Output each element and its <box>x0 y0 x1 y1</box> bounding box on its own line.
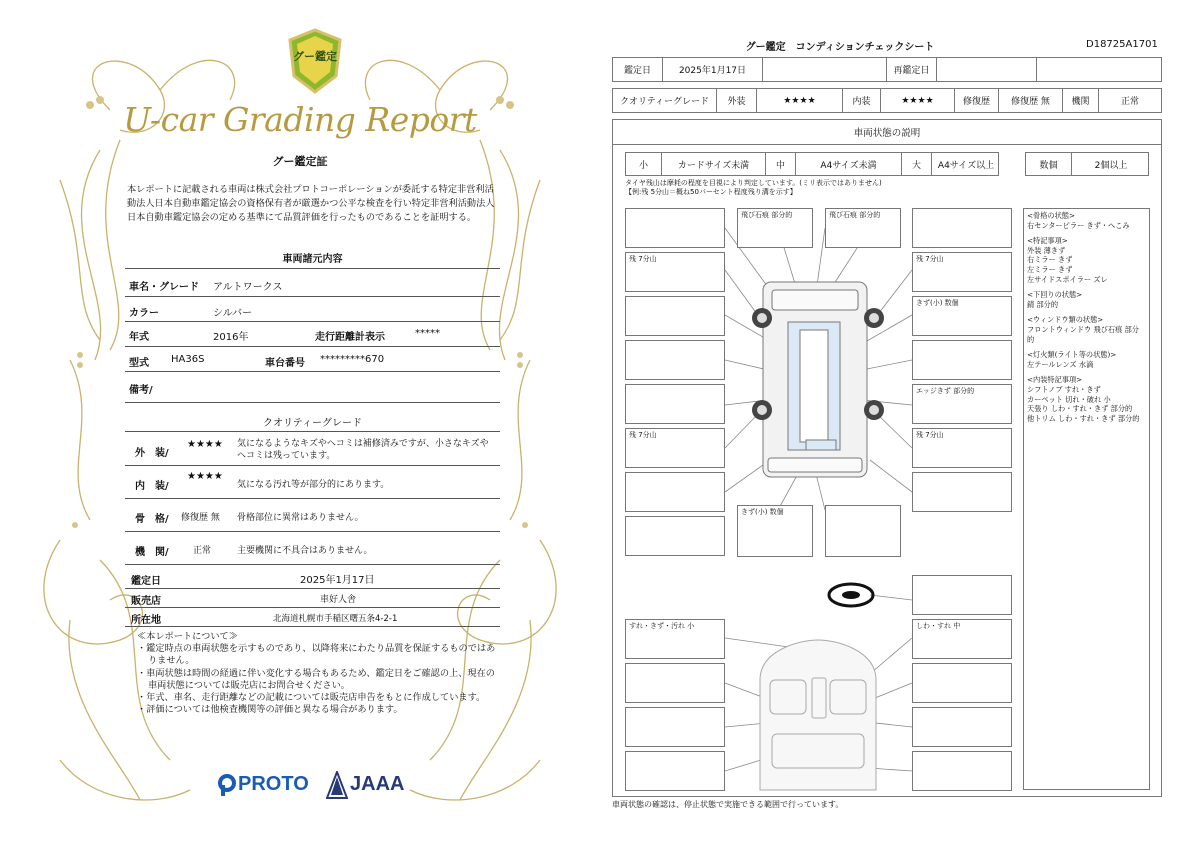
spec-row-remarks <box>125 372 500 403</box>
note-line: シフトノブ すれ・きず <box>1027 384 1101 394</box>
proto-logo-icon <box>218 773 238 797</box>
quality-row-interior <box>125 466 500 499</box>
tire-note-line1: タイヤ残山は摩耗の程度を目視により判定しています。(ミリ表示ではありません) <box>625 179 882 187</box>
date-value: 2025年1月17日 <box>300 575 375 586</box>
quality-grade-label: クオリティーグレード <box>613 89 717 112</box>
color-value: シルバー <box>213 308 253 319</box>
exterior-label: 外装 <box>717 89 757 112</box>
date-row <box>125 566 500 589</box>
mileage-value: ***** <box>415 328 440 339</box>
panel-box <box>625 208 725 248</box>
frame-label: 骨 格/ <box>135 514 169 525</box>
report-notes <box>137 631 497 716</box>
exterior-stars: ★★★★ <box>757 89 843 112</box>
frame-value: 修復歴 無 <box>181 513 220 523</box>
panel-box <box>625 384 725 424</box>
name-value: アルトワークス <box>213 282 283 293</box>
panel-box-chip-1: 飛び石痕 部分的 <box>737 208 813 248</box>
tire-note-line2: 【例:残 5分山＝概ね50パーセント程度残り溝を示す】 <box>625 188 797 196</box>
model-value: HA36S <box>171 354 205 365</box>
address-value: 北海道札幌市手稲区曙五条4-2-1 <box>273 614 398 624</box>
interior-box <box>625 707 725 747</box>
panel-box <box>912 340 1012 380</box>
legend-desc-medium: A4サイズ未満 <box>796 153 902 175</box>
note-line: <骨格の状態> <box>1027 211 1075 220</box>
repair-label: 修復歴 <box>955 89 999 112</box>
certificate-intro-text: 本レポートに記載される車両は株式会社プロトコーポレーションが委託する特定非営利活動法人日本自動車鑑定協会の資格保有者が厳選かつ公平な検査を行い特定非営利活動法人日本自動車鑑定協会の定める基準にて品質評価を行ったものであることを証明する。 <box>127 184 495 223</box>
engine-note: 主要機関に不具合はありません。 <box>237 546 373 556</box>
note-line: <特記事項> <box>1027 236 1068 246</box>
section-title: 車両状態の説明 <box>612 119 1162 145</box>
footer-logos <box>210 765 420 805</box>
note-line: 外装 薄きず <box>1027 245 1066 255</box>
panel-box <box>625 296 725 336</box>
interior-label: 内 装/ <box>135 481 169 492</box>
panel-box <box>912 208 1012 248</box>
year-label: 年式 <box>129 332 149 343</box>
dealer-label: 販売店 <box>131 596 161 607</box>
note-line: 左ミラー きず <box>1027 264 1073 274</box>
dealer-value: 車好人舎 <box>320 595 357 605</box>
condition-check-sheet <box>600 0 1200 848</box>
note-line: 左サイドスポイラー ズレ <box>1027 274 1108 284</box>
date-label: 鑑定日 <box>131 576 161 587</box>
interior-box <box>912 707 1012 747</box>
note-item: ・評価については他検査機関等の評価と異なる場合があります。 <box>137 704 403 716</box>
quality-row-engine <box>125 532 500 565</box>
interior-stars: ★★★★ <box>187 471 223 482</box>
panel-box-chip-2: 飛び石痕 部分的 <box>825 208 901 248</box>
spec-row-model <box>125 347 500 372</box>
note-line: <下回りの状態> <box>1027 290 1083 300</box>
engine-value: 正常 <box>1120 97 1139 107</box>
count-label: 数個 <box>1026 153 1072 175</box>
quality-row-exterior <box>125 433 500 466</box>
interior-box <box>912 751 1012 791</box>
note-line: フロントウィンドウ 飛び石痕 部分的 <box>1027 324 1139 344</box>
note-line: <内装特記事項> <box>1027 375 1083 385</box>
note-line: 左テールレンズ 水滴 <box>1027 359 1094 369</box>
proto-logo-text: PROTO <box>238 773 309 795</box>
notes-title: ≪本レポートについて≫ <box>137 631 238 642</box>
panel-box-tire-front-right: 残 7分山 <box>912 252 1012 292</box>
note-line: 他トリム しわ・すれ・きず 部分的 <box>1027 413 1140 423</box>
certificate-subtitle: グー鑑定証 <box>272 155 328 168</box>
quality-heading: クオリティーグレード <box>263 418 362 429</box>
dealer-row <box>125 589 500 608</box>
interior-box <box>625 751 725 791</box>
note-line: 天張り しわ・すれ・きず 部分的 <box>1027 404 1133 414</box>
note-line: 右ミラー きず <box>1027 255 1073 265</box>
date-value: 2025年1月17日 <box>663 58 763 81</box>
note-item: ・年式、車名、走行距離などの記載については販売店申告をもとに作成しています。 <box>137 692 486 704</box>
interior-stars: ★★★★ <box>881 89 955 112</box>
divider <box>125 268 500 269</box>
spec-row-color <box>125 297 500 322</box>
divider <box>125 431 500 432</box>
note-item: ・車両状態は時間の経過に伴い変化する場合もあるため、鑑定日をご確認の上、現在の車両状態については販売店にお問合せください。 <box>137 667 495 691</box>
note-line: <ウィンドウ類の状態> <box>1027 315 1104 325</box>
address-row <box>125 608 500 627</box>
steering-box <box>912 575 1012 615</box>
year-value: 2016年 <box>213 332 249 343</box>
interior-box <box>912 663 1012 703</box>
panel-box-tire-rear-left: 残 7分山 <box>625 428 725 468</box>
chassis-value: *********670 <box>320 354 385 365</box>
redate-label: 再鑑定日 <box>887 58 937 81</box>
frame-note: 骨格部位に異常はありません。 <box>237 513 364 523</box>
steering-wheel-icon <box>829 584 873 606</box>
mileage-label: 走行距離計表示 <box>315 332 385 343</box>
exterior-label: 外 装/ <box>135 448 169 459</box>
model-label: 型式 <box>129 358 149 369</box>
name-label: 車名・グレード <box>129 282 199 293</box>
legend-size-small: 小 <box>626 153 662 175</box>
count-value: 2個以上 <box>1094 160 1128 171</box>
note-line: <灯火類(ライト等の状態)> <box>1027 350 1117 360</box>
chassis-label: 車台番号 <box>265 358 305 369</box>
note-line: カーペット 切れ・破れ 小 <box>1027 394 1111 404</box>
badge-text: グー鑑定 <box>293 50 337 63</box>
address-label: 所在地 <box>131 615 161 626</box>
panel-box-tire-front-left: 残 7分山 <box>625 252 725 292</box>
report-script-title: U-car Grading Report <box>123 100 477 139</box>
note-line: 錆 部分的 <box>1027 299 1059 309</box>
color-label: カラー <box>129 308 159 319</box>
spec-row-year <box>125 322 500 347</box>
sheet-title: グー鑑定 コンディションチェックシート <box>745 42 935 53</box>
interior-box <box>625 663 725 703</box>
engine-label: 機関 <box>1063 89 1099 112</box>
panel-box <box>825 505 901 557</box>
interior-label: 内装 <box>843 89 881 112</box>
panel-box <box>625 340 725 380</box>
legend-size-large: 大 <box>902 153 932 175</box>
repair-value: 修復歴 無 <box>999 89 1063 112</box>
legend-size-medium: 中 <box>766 153 796 175</box>
spec-row-name <box>125 270 500 297</box>
exterior-note: 気になるようなキズやヘコミは補修済みですが、小さなキズやヘコミは残っています。 <box>237 439 489 461</box>
interior-note: 気になる汚れ等が部分的にあります。 <box>237 480 390 490</box>
engine-value: 正常 <box>193 546 212 556</box>
jaaa-logo-icon <box>326 771 348 799</box>
note-item: ・鑑定時点の車両状態を示すものであり、以降将来にわたり品質を保証するものではありません。 <box>137 643 496 667</box>
condition-notes <box>1023 208 1150 790</box>
engine-label: 機 関/ <box>135 547 169 558</box>
panel-box <box>625 516 725 556</box>
panel-box <box>625 472 725 512</box>
remarks-label: 備考/ <box>129 385 153 396</box>
date-label: 鑑定日 <box>613 58 663 81</box>
spec-heading: 車両諸元内容 <box>282 254 343 265</box>
legend-desc-large: A4サイズ以上 <box>937 160 995 171</box>
document-id: D18725A1701 <box>1086 39 1158 50</box>
legend-desc-small: カードサイズ未満 <box>662 153 766 175</box>
note-line: 右センターピラー きず・へこみ <box>1027 220 1130 230</box>
jaaa-logo-text: JAAA <box>350 773 405 795</box>
interior-box-right: しわ・すれ 中 <box>912 619 1012 659</box>
exterior-stars: ★★★★ <box>187 439 223 450</box>
sheet-footer: 車両状態の確認は、停止状態で実施できる範囲で行っています。 <box>612 800 844 809</box>
quality-row-frame <box>125 499 500 532</box>
panel-box-tire-rear-right: 残 7分山 <box>912 428 1012 468</box>
interior-box-left: すれ・きず・汚れ 小 <box>625 619 725 659</box>
panel-box <box>912 472 1012 512</box>
panel-box-edge-scratch: エッジきず 部分的 <box>912 384 1012 424</box>
panel-box-rear-scratch: きず(小) 数個 <box>737 505 813 557</box>
panel-box-right-scratch: きず(小) 数個 <box>912 296 1012 336</box>
